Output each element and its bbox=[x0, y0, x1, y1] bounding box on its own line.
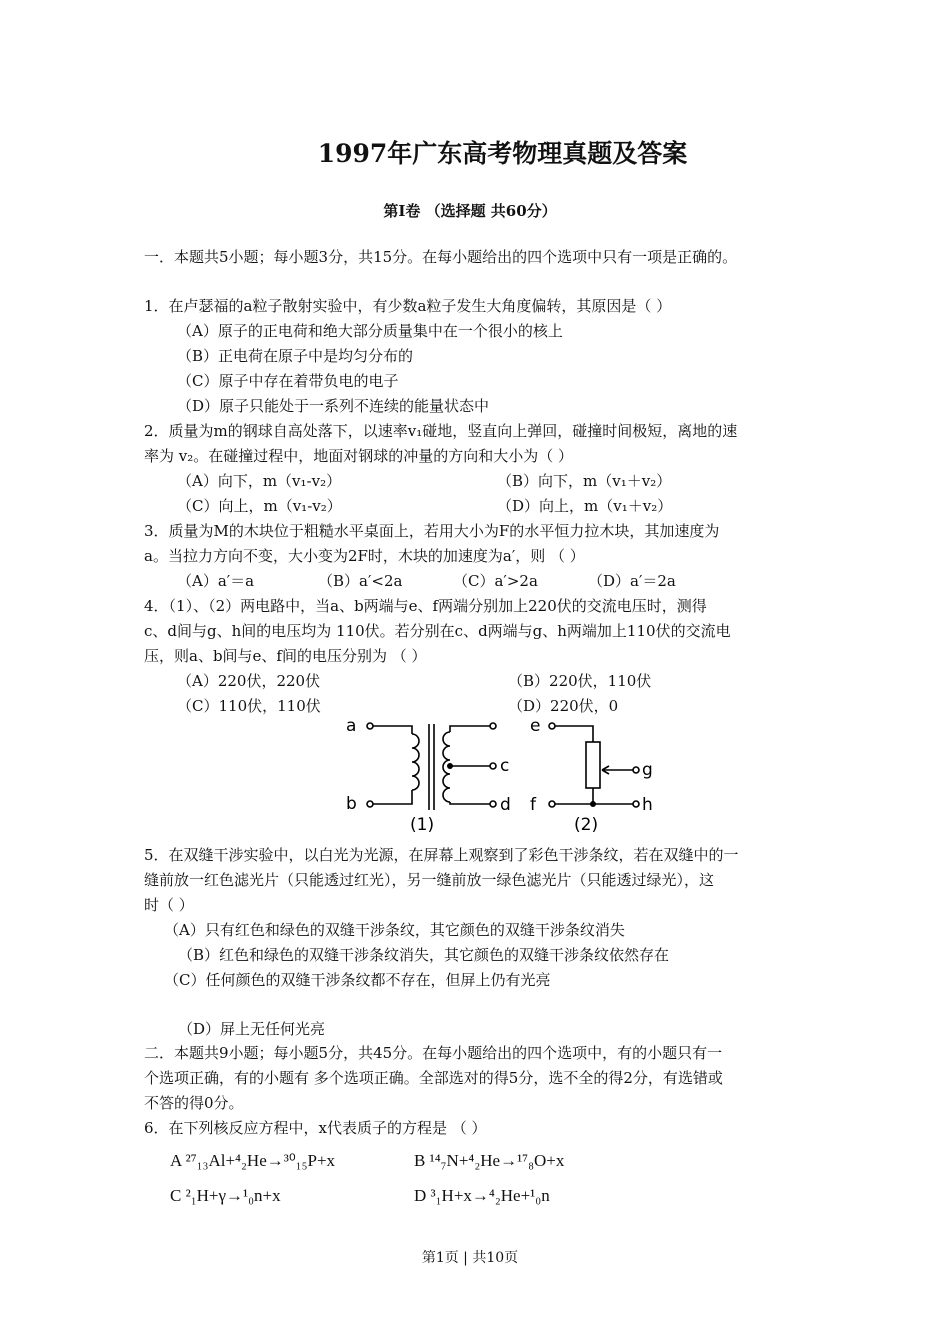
q4-option-c: （C）110伏，110伏 bbox=[177, 697, 321, 715]
terminal-f bbox=[549, 801, 555, 807]
q1-option-b: （B）正电荷在原子中是均匀分布的 bbox=[177, 347, 414, 365]
terminal-a bbox=[367, 723, 373, 729]
q5-stem-line2: 缝前放一红色滤光片（只能透过红光），另一缝前放一绿色滤光片（只能透过绿光），这 bbox=[144, 871, 715, 889]
label-e: e bbox=[530, 716, 541, 736]
terminal-c bbox=[490, 763, 496, 769]
primary-bottom-wire bbox=[373, 790, 412, 804]
q6-option-c-letter: C bbox=[170, 1186, 182, 1205]
terminal-e bbox=[549, 723, 555, 729]
q4-stem-line1: 4．（1）、（2）两电路中，当a、b两端与e、f两端分别加上220伏的交流电压时，测得 bbox=[144, 597, 707, 615]
q4-stem-line2: c、d间与g、h间的电压均为 110伏。若分别在c、d两端与g、h两端加上110伏的交流电 bbox=[144, 622, 731, 640]
page-footer: 第1页 | 共10页 bbox=[421, 1250, 519, 1266]
section-one-instructions: 一．本题共5小题；每小题3分，共15分。在每小题给出的四个选项中只有一项是正确的。 bbox=[144, 248, 738, 266]
terminal-b bbox=[367, 801, 373, 807]
q6-option-a-letter: A bbox=[170, 1151, 182, 1170]
primary-coil bbox=[412, 734, 419, 790]
q2-stem-line2: 率为 v₂。在碰撞过程中，地面对钢球的冲量的方向和大小为（ ） bbox=[144, 447, 574, 465]
q2-option-c: （C）向上，m（v₁-v₂） bbox=[177, 497, 342, 515]
q3-option-d: （D）a′＝2a bbox=[588, 572, 676, 590]
circuit-diagram bbox=[340, 712, 670, 836]
rheostat-node bbox=[590, 801, 596, 807]
q1-stem: 1．在卢瑟福的a粒子散射实验中，有少数a粒子发生大角度偏转，其原因是（ ） bbox=[144, 297, 672, 315]
q5-option-c: （C）任何颜色的双缝干涉条纹都不存在，但屏上仍有光亮 bbox=[164, 971, 551, 989]
rheostat-top-wire bbox=[555, 726, 593, 742]
center-tap-node bbox=[447, 763, 453, 769]
q6-option-c-equation: ²₁H+γ→¹₀n+x bbox=[185, 1186, 281, 1205]
section-subtitle: 第Ⅰ卷 （选择题 共60分） bbox=[383, 202, 557, 220]
q1-option-a: （A）原子的正电荷和绝大部分质量集中在一个很小的核上 bbox=[177, 322, 563, 340]
primary-top-wire bbox=[373, 726, 412, 734]
q3-option-c: （C）a′>2a bbox=[453, 572, 538, 590]
q6-option-b-equation: ¹⁴₇N+⁴₂He→¹⁷₈O+x bbox=[429, 1151, 565, 1170]
q6-option-d-equation: ³₁H+x→⁴₂He+¹₀n bbox=[430, 1186, 550, 1205]
q5-option-a: （A）只有红色和绿色的双缝干涉条纹，其它颜色的双缝干涉条纹消失 bbox=[164, 921, 625, 939]
label-a: a bbox=[346, 716, 357, 736]
terminal-d bbox=[490, 801, 496, 807]
q3-option-a: （A）a′＝a bbox=[177, 572, 255, 590]
section-two-line1: 二．本题共9小题；每小题5分，共45分。在每小题给出的四个选项中，有的小题只有一 bbox=[144, 1044, 723, 1062]
q4-option-d: （D）220伏，0 bbox=[508, 697, 619, 715]
terminal-secondary-top bbox=[490, 723, 496, 729]
rheostat-resistor bbox=[586, 742, 600, 788]
q2-option-b: （B）向下，m（v₁＋v₂） bbox=[497, 472, 672, 490]
section-two-line3: 不答的得0分。 bbox=[144, 1094, 244, 1112]
terminal-h bbox=[633, 801, 639, 807]
section-two-line2: 个选项正确，有的小题有 多个选项正确。全部选对的得5分，选不全的得2分，有选错或 bbox=[144, 1069, 723, 1087]
q6-option-d-letter: D bbox=[414, 1186, 427, 1205]
label-d: d bbox=[500, 795, 511, 815]
q3-stem-line1: 3．质量为M的木块位于粗糙水平桌面上，若用大小为F的水平恒力拉木块，其加速度为 bbox=[144, 522, 720, 540]
q5-stem-line1: 5．在双缝干涉实验中，以白光为光源，在屏幕上观察到了彩色干涉条纹，若在双缝中的一 bbox=[144, 846, 739, 864]
q4-option-b: （B）220伏，110伏 bbox=[508, 672, 652, 690]
label-h: h bbox=[642, 795, 653, 815]
label-b: b bbox=[346, 794, 357, 814]
q6-option-b bbox=[414, 1151, 564, 1171]
page-title: 1997年广东高考物理真题及答案 bbox=[317, 139, 688, 168]
terminal-g bbox=[633, 767, 639, 773]
q6-stem: 6．在下列核反应方程中，x代表质子的方程是 （ ） bbox=[144, 1119, 487, 1137]
q4-stem-line3: 压，则a、b间与e、f间的电压分别为 （ ） bbox=[144, 647, 427, 665]
q1-option-d: （D）原子只能处于一系列不连续的能量状态中 bbox=[177, 397, 490, 415]
secondary-top-wire bbox=[450, 726, 490, 732]
figure-label-1: (1) bbox=[410, 815, 435, 835]
q2-option-d: （D）向上，m（v₁＋v₂） bbox=[497, 497, 673, 515]
q5-option-d: （D）屏上无任何光亮 bbox=[178, 1020, 326, 1038]
secondary-bottom-wire bbox=[450, 802, 490, 804]
q6-option-a bbox=[170, 1151, 335, 1171]
q3-stem-line2: a。当拉力方向不变，大小变为2F时，木块的加速度为a′，则 （ ） bbox=[144, 547, 585, 565]
q6-option-d bbox=[414, 1186, 550, 1206]
q2-option-a: （A）向下，m（v₁-v₂） bbox=[177, 472, 342, 490]
q5-option-b: （B）红色和绿色的双缝干涉条纹消失，其它颜色的双缝干涉条纹依然存在 bbox=[178, 946, 670, 964]
q6-option-b-letter: B bbox=[414, 1151, 426, 1170]
figure-label-2: (2) bbox=[574, 815, 599, 835]
q6-option-a-equation: ²⁷₁₃Al+⁴₂He→³⁰₁₅P+x bbox=[185, 1151, 336, 1170]
q6-option-c bbox=[170, 1186, 281, 1206]
label-g: g bbox=[642, 760, 653, 780]
q2-stem-line1: 2．质量为m的钢球自高处落下，以速率v₁碰地，竖直向上弹回，碰撞时间极短，离地的速 bbox=[144, 422, 738, 440]
label-f: f bbox=[530, 795, 536, 815]
q3-option-b: （B）a′<2a bbox=[318, 572, 403, 590]
q4-option-a: （A）220伏，220伏 bbox=[177, 672, 321, 690]
q5-stem-line3: 时（ ） bbox=[144, 896, 194, 914]
q1-option-c: （C）原子中存在着带负电的电子 bbox=[177, 372, 399, 390]
label-c: c bbox=[500, 756, 510, 776]
